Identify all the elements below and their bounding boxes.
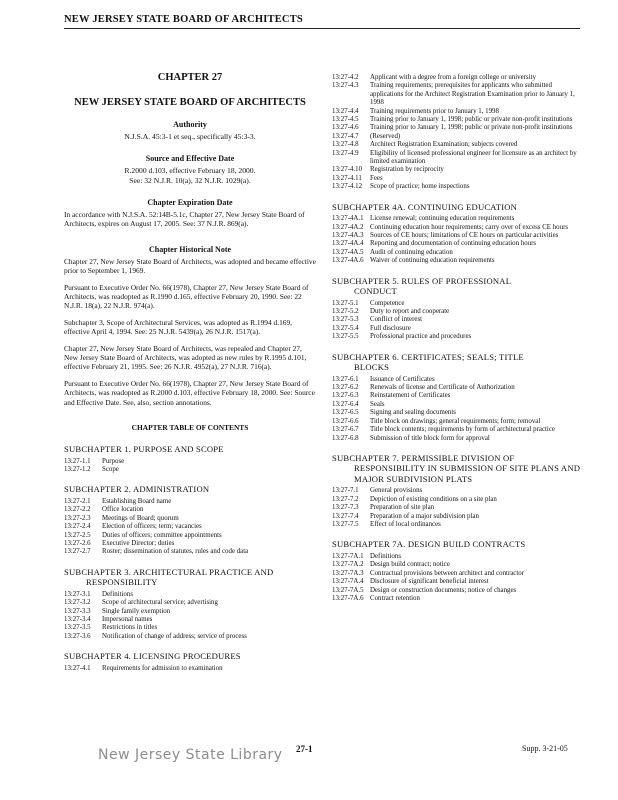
toc-entry [332,124,584,132]
section-number: 13:27-7A.2 [332,561,364,569]
toc-entry [332,333,584,341]
toc-entry [64,591,316,599]
section-title: Duty to report and cooperate [370,308,450,316]
section-number: 13:27-5.1 [332,299,359,307]
toc-entry [332,232,584,240]
section-title: Title block on drawings; general requirements; form; removal [370,417,541,425]
section-number: 13:27-2.5 [64,531,91,539]
section-title: Applicant with a degree from a foreign college or university [370,74,536,81]
section-list [332,553,584,603]
section-title: Impersonal names [102,615,153,623]
toc-entry [332,215,584,223]
section-number: 13:27-3.4 [64,615,91,623]
section-number: 13:27-4A.2 [332,223,364,231]
section-number: 13:27-4.4 [332,107,359,115]
section-title: Professional practice and procedures [370,333,472,341]
toc-entry [332,553,584,561]
section-list [64,498,316,557]
source-line-1: R.2000 d.103, effective February 18, 2000. [124,166,256,175]
toc-entry [64,532,316,540]
section-number: 13:27-4.10 [332,166,363,174]
history-paragraph: Subchapter 3, Scope of Architectural Services, was adopted as R.1994 d.169, effective April 4, 1994. See: 25 N.J.R. 5439(a), 26 N.J.R. 1517(a). [64,317,293,337]
subchapter-heading [64,484,316,495]
toc-entry [64,616,316,624]
subchapter-heading [64,567,316,588]
subchapter-heading [332,202,584,213]
subchapter-heading-line: SUBCHAPTER 6. CERTIFICATES; SEALS; TITLE [332,351,524,362]
section-number: 13:27-3.3 [64,607,91,615]
toc-entry [64,506,316,514]
history-paragraph: Pursuant to Executive Order No. 66(1978), Chapter 27, New Jersey State Board of Architects, was readopted as R.2000 d.103, effective February 18, 2000. See: Source and Effective Date. See, also, section annotations. [64,378,315,407]
toc-entry [332,401,584,409]
section-number: 13:27-4.8 [332,141,359,149]
section-title: Definitions [102,590,134,598]
library-stamp: New Jersey State Library [98,747,283,763]
toc-entry [332,108,584,116]
section-number: 13:27-4.3 [332,82,359,90]
section-title: Full disclosure [370,324,411,332]
section-number: 13:27-4A.5 [332,248,364,256]
section-title: Scope [102,466,119,473]
source-heading: Source and Effective Date [145,154,235,163]
section-number: 13:27-4.6 [332,124,359,132]
section-title: Preparation of a major subdivision plan [370,512,479,520]
section-number: 13:27-4.2 [332,74,359,81]
section-title: Roster; dissemination of statutes, rules and code data [102,548,249,556]
history-paragraph: Pursuant to Executive Order No. 66(1978), Chapter 27, New Jersey State Board of Architects, was readopted as R.1990 d.165, effective February 20, 1990. See: 22 N.J.R. 18(a), 22 N.J.R. 974(a). [64,282,309,311]
section-number: 13:27-4.12 [332,183,363,191]
authority-heading: Authority [173,120,207,129]
subchapter-heading [332,539,584,550]
section-number: 13:27-4A.1 [332,215,364,223]
section-title: Design or construction documents; notice of changes [370,586,517,594]
subchapter-heading-continuation: CONDUCT [354,286,397,297]
subchapter-heading-line: SUBCHAPTER 4A. CONTINUING EDUCATION [332,201,518,212]
subchapter-heading-line: SUBCHAPTER 3. ARCHITECTURAL PRACTICE AND [64,566,274,577]
section-title: Sources of CE hours; limitations of CE hours on particular activities [370,232,559,239]
section-title: Contract retention [370,594,420,602]
left-column [64,72,316,683]
section-title: Training requirements prior to January 1, 1998 [370,107,499,115]
toc-entry [332,496,584,504]
toc-entry [332,487,584,495]
toc-entry [332,316,584,324]
section-title: Design build contract; notice [370,561,450,569]
section-title: Meetings of Board; quorum [102,514,179,522]
subchapter-heading [64,444,316,455]
toc-entry [64,523,316,531]
section-number: 13:27-6.5 [332,409,359,417]
section-number: 13:27-2.4 [64,523,91,531]
subchapter-heading-line: SUBCHAPTER 5. RULES OF PROFESSIONAL [332,275,512,286]
section-number: 13:27-7A.6 [332,594,364,602]
history-paragraph: Chapter 27, New Jersey State Board of Architects, was adopted and became effective prior to September 1, 1969. [64,256,316,276]
subchapter-heading-line: SUBCHAPTER 2. ADMINISTRATION [64,484,210,495]
section-number: 13:27-7A.4 [332,578,364,586]
toc-entry [332,504,584,512]
section-number: 13:27-6.4 [332,400,359,408]
toc-entry [332,409,584,417]
chapter-number: CHAPTER 27 [157,72,223,83]
section-list [332,376,584,443]
toc-entry [332,150,584,167]
section-number: 13:27-7.2 [332,495,359,503]
section-title: Contractual provisions between architect and contractor [370,569,525,577]
subchapter-heading [332,453,584,485]
section-number: 13:27-7.1 [332,487,359,495]
section-number: 13:27-4.7 [332,132,359,140]
section-title: Election of officers; term; vacancies [102,523,202,531]
section-number: 13:27-2.7 [64,548,91,556]
section-list [64,591,316,641]
toc-entry [64,466,316,474]
history-heading: Chapter Historical Note [148,244,232,254]
toc-entry [64,633,316,641]
section-number: 13:27-4.1 [64,664,91,672]
section-title: Renewals of license and Certificate of Authorization [370,384,515,392]
section-number: 13:27-7A.1 [332,552,364,560]
section-title: Disclosure of significant beneficial interest [370,578,489,586]
section-number: 13:27-3.2 [64,599,91,607]
chapter-title: NEW JERSEY STATE BOARD OF ARCHITECTS [74,97,306,108]
toc-entry [332,175,584,183]
toc-left [64,444,316,673]
right-column [332,74,584,613]
section-title: Architect Registration Examination; subjects covered [370,141,518,149]
toc-entry [332,300,584,308]
toc-entry [332,392,584,400]
section-title: Seals [370,400,385,408]
section-title: Waiver of continuing education requirements [370,257,495,265]
section-number: 13:27-4.11 [332,174,362,182]
subchapter-heading [332,352,584,373]
toc-entry [332,183,584,191]
toc-entry [332,74,584,82]
section-number: 13:27-3.5 [64,624,91,632]
toc-entry [332,570,584,578]
toc-entry [64,540,316,548]
toc-entry [332,587,584,595]
toc-entry [332,82,584,107]
section-number: 13:27-7.4 [332,512,359,520]
section-number: 13:27-1.1 [64,457,91,465]
toc-entry [64,498,316,506]
source-line-2: See: 32 N.J.R. 10(a), 32 N.J.R. 1029(a). [129,176,251,185]
subchapter-heading [64,651,316,662]
toc-entry [332,418,584,426]
section-title: General provisions [370,487,423,495]
section-title: Scope of practice; home inspections [370,183,470,191]
section-title: Scope of architectural service; advertising [102,599,218,607]
section-title: (Reserved) [370,132,401,140]
subchapter-heading-line: SUBCHAPTER 7. PERMISSIBLE DIVISION OF [332,452,515,463]
toc-entry [332,257,584,265]
section-title: Title block contents; requirements by form of architectural practice [370,426,555,434]
section-title: Depiction of existing conditions on a site plan [370,495,497,503]
section-number: 13:27-4.5 [332,116,359,124]
subchapter-heading-continuation: RESPONSIBILITY [86,577,158,588]
section-number: 13:27-6.8 [332,434,359,442]
section-number: 13:27-3.6 [64,632,91,640]
subchapter-heading-continuation: RESPONSIBILITY IN SUBMISSION OF SITE PLANS AND MAJOR SUBDIVISION PLATS [354,463,581,484]
section-number: 13:27-4A.6 [332,257,364,265]
section-title: Purpose [102,457,125,465]
section-number: 13:27-7A.5 [332,586,364,594]
section-number: 13:27-7.5 [332,521,359,529]
section-title: Definitions [370,552,402,560]
section-number: 13:27-6.2 [332,384,359,392]
toc-entry [332,561,584,569]
section-number: 13:27-2.6 [64,539,91,547]
toc-entry [332,426,584,434]
toc-entry [64,665,316,673]
toc-entry [332,513,584,521]
subchapter-heading-continuation: BLOCKS [354,362,390,373]
toc-entry [332,240,584,248]
section-title: License renewal; continuing education requirements [370,215,515,223]
toc-entry [64,458,316,466]
toc-heading: CHAPTER TABLE OF CONTENTS [131,423,249,433]
section-number: 13:27-5.4 [332,324,359,332]
toc-entry [332,133,584,141]
subchapter-heading [332,276,584,297]
section-title: Training prior to January 1, 1998; public or private non-profit institutions [370,124,573,132]
section-number: 13:27-6.6 [332,417,359,425]
expiration-text: In accordance with N.J.S.A. 52:14B-5.1c, Chapter 27, New Jersey State Board of Architects, expires on August 17, 2005. See: 37 N.J.R. 869(a). [64,210,305,229]
toc-right [332,202,584,604]
section-number: 13:27-7A.3 [332,569,364,577]
toc-entry [64,624,316,632]
section-title: Requirements for admission to examination [102,664,223,672]
subchapter-heading-line: SUBCHAPTER 7A. DESIGN BUILD CONTRACTS [332,539,526,550]
section-number: 13:27-4A.4 [332,240,364,248]
section-title: Establishing Board name [102,497,172,505]
section-title: Training prior to January 1, 1998; public or private non-profit institutions [370,116,573,124]
subchapter-4-continued [332,74,584,192]
section-list [332,300,584,342]
section-list [64,665,316,673]
section-number: 13:27-5.3 [332,316,359,324]
section-number: 13:27-4.9 [332,149,359,157]
section-title: Audit of continuing education [370,248,453,256]
section-number: 13:27-2.2 [64,506,91,514]
section-number: 13:27-6.7 [332,426,359,434]
section-number: 13:27-5.5 [332,333,359,341]
section-number: 13:27-6.3 [332,392,359,400]
subchapter-heading-line: SUBCHAPTER 4. LICENSING PROCEDURES [64,651,241,662]
toc-entry [332,595,584,603]
toc-entry [332,249,584,257]
toc-entry [332,384,584,392]
section-title: Conflict of interest [370,316,423,324]
toc-entry [332,376,584,384]
history-paragraph: Chapter 27, New Jersey State Board of Architects, was repealed and Chapter 27, New Jersey State Board of Architects, was adopted as new rules by R.1995 d.101, effective February 21, 1995. See: 26 N.J.R. 4952(a), 27 N.J.R. 716(a). [64,343,307,372]
toc-entry [64,515,316,523]
subchapter-heading-line: SUBCHAPTER 1. PURPOSE AND SCOPE [64,444,224,455]
toc-entry [64,548,316,556]
section-title: Eligibility of licensed professional engineer for licensure as an architect by limited examination [370,149,577,166]
section-title: Fees [370,174,383,182]
section-number: 13:27-2.3 [64,514,91,522]
running-head: NEW JERSEY STATE BOARD OF ARCHITECTS [64,14,580,29]
toc-entry [332,141,584,149]
section-list [332,487,584,529]
section-title: Restrictions in titles [102,624,158,632]
toc-entry [64,608,316,616]
toc-entry [332,578,584,586]
section-title: Signing and sealing documents [370,409,456,417]
section-list [332,215,584,265]
section-title: Preparation of site plan [370,504,435,512]
section-title: Office location [102,506,144,514]
toc-entry [332,435,584,443]
section-title: Registration by reciprocity [370,166,444,174]
section-title: Notification of change of address; service of process [102,632,247,640]
section-title: Effect of local ordinances [370,521,441,529]
section-number: 13:27-2.1 [64,497,91,505]
toc-entry [64,599,316,607]
toc-entry [332,325,584,333]
section-title: Competence [370,299,405,307]
toc-entry [332,224,584,232]
section-title: Issuance of Certificates [370,375,435,383]
section-number: 13:27-1.2 [64,466,91,473]
authority-text: N.J.S.A. 45:3-1 et seq., specifically 45:3-3. [124,132,256,141]
page-number: 27-1 [296,744,313,754]
section-title: Submission of title block form for approval [370,434,490,442]
toc-entry [332,521,584,529]
section-list [64,458,316,475]
section-title: Training requirements; prerequisites for applicants who submitted applications for the Architect Registration Examination prior to January 1, 1998 [370,82,575,107]
section-number: 13:27-7.3 [332,504,359,512]
section-title: Single family exemption [102,607,171,615]
expiration-heading: Chapter Expiration Date [147,198,233,207]
section-title: Reinstatement of Certificates [370,392,451,400]
toc-entry [332,308,584,316]
supplement-date: Supp. 3-21-05 [522,744,568,753]
section-number: 13:27-6.1 [332,375,359,383]
toc-entry [332,116,584,124]
section-title: Executive Director; duties [102,539,175,547]
section-title: Continuing education hour requirements; carry over of excess CE hours [370,223,569,231]
toc-entry [332,166,584,174]
section-number: 13:27-5.2 [332,308,359,316]
section-number: 13:27-4A.3 [332,232,364,239]
section-title: Duties of officers; committee appointments [102,531,222,539]
section-number: 13:27-3.1 [64,590,91,598]
section-title: Reporting and documentation of continuing education hours [370,240,537,248]
